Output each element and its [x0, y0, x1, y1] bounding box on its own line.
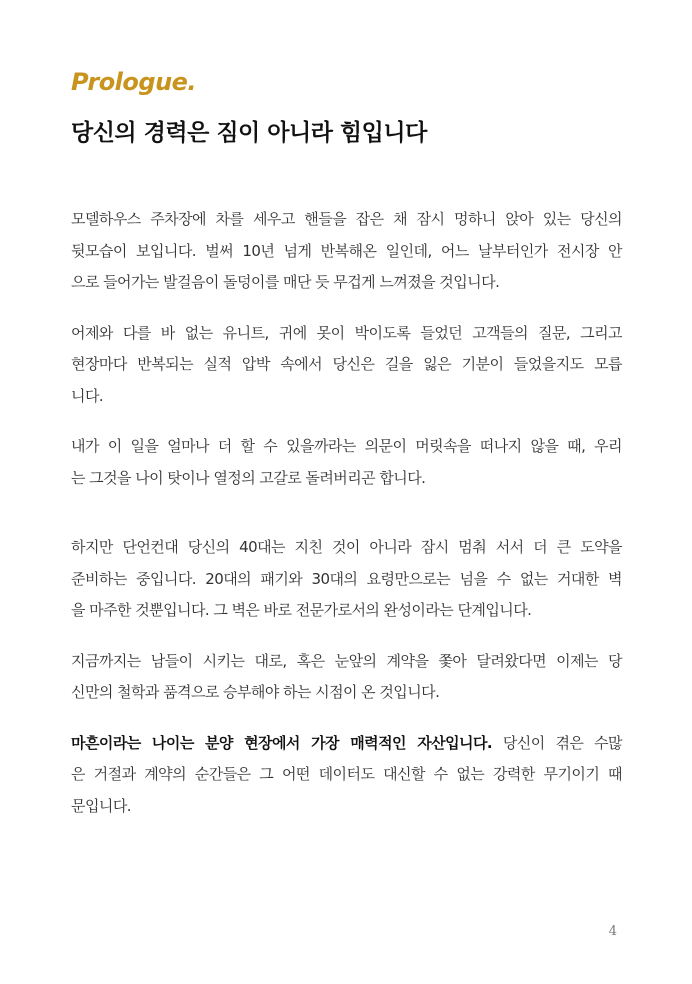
prologue-label: Prologue.: [71, 68, 197, 96]
page-number: 4: [608, 924, 617, 939]
paragraph-line: 으로 들어가는 발걸음이 돌덩이를 매단 듯 무겁게 느껴졌을 것입니다.: [71, 273, 500, 291]
paragraph-line: 모델하우스 주차장에 차를 세우고 핸들을 잡은 채 잠시 멍하니 앉아 있는 당신의: [71, 210, 622, 228]
paragraph-line: 어제와 다를 바 없는 유니트, 귀에 못이 박이도록 들었던 고객들의 질문, 그리고: [71, 323, 622, 342]
emphasis-tail-text: 당신이 겪은 수많: [492, 733, 622, 752]
paragraph-3: [71, 431, 622, 494]
paragraph-2: [71, 318, 622, 413]
paragraph-line: 을 마주한 것뿐입니다. 그 벽은 바로 전문가로서의 완성이라는 단계입니다.: [71, 601, 532, 619]
paragraph-4: [71, 532, 622, 627]
chapter-title: 당신의 경력은 짐이 아니라 힘입니다: [71, 120, 427, 146]
paragraph-line: 문입니다.: [71, 796, 131, 815]
paragraph-6: [71, 728, 622, 823]
paragraph-line-emphasis: [71, 728, 622, 760]
paragraph-line: 니다.: [71, 386, 104, 405]
paragraph-line: 하지만 단언컨대 당신의 40대는 지친 것이 아니라 잠시 멈춰 서서 더 큰 도약을: [71, 538, 622, 556]
paragraph-5: [71, 646, 622, 709]
paragraph-line: 내가 이 일을 얼마나 더 할 수 있을까라는 의문이 머릿속을 떠나지 않을 때, 우리: [71, 437, 622, 455]
body-text: [71, 204, 622, 841]
paragraph-1: [71, 204, 622, 299]
emphasis-text: 마흔이라는 나이는 분양 현장에서 가장 매력적인 자산입니다.: [71, 733, 493, 752]
paragraph-line: 현장마다 반복되는 실적 압박 속에서 당신은 길을 잃은 기분이 들었을지도 모릅: [71, 355, 622, 373]
paragraph-line: 지금까지는 남들이 시키는 대로, 혹은 눈앞의 계약을 쫓아 달려왔다면 이제는 당: [71, 651, 622, 670]
paragraph-line: 은 거절과 계약의 순간들은 그 어떤 데이터도 대신할 수 없는 강력한 무기이기 때: [71, 765, 622, 783]
paragraph-line: 뒷모습이 보입니다. 벌써 10년 넘게 반복해온 일인데, 어느 날부터인가 전시장 안: [71, 241, 622, 260]
paragraph-line: 신만의 철학과 품격으로 승부해야 하는 시점이 온 것입니다.: [71, 683, 440, 701]
paragraph-line: 는 그것을 나이 탓이나 열정의 고갈로 돌려버리곤 합니다.: [71, 468, 426, 487]
paragraph-line: 준비하는 중입니다. 20대의 패기와 30대의 요령만으로는 넘을 수 없는 거대한 벽: [71, 569, 622, 588]
